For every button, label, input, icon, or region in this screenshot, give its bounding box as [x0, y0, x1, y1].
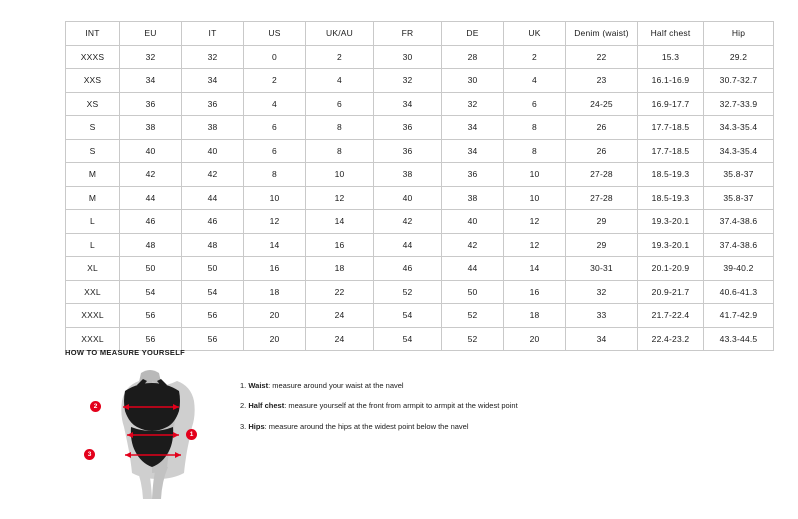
table-cell: 22.4-23.2	[638, 327, 704, 351]
table-cell: 12	[504, 233, 566, 257]
table-cell: 20	[244, 304, 306, 328]
table-cell: 2	[244, 69, 306, 93]
table-cell: 24	[306, 327, 374, 351]
table-cell: 36	[374, 116, 442, 140]
table-row	[66, 116, 774, 140]
table-cell: 29.2	[704, 45, 774, 69]
table-cell: 14	[504, 257, 566, 281]
table-cell: 52	[442, 327, 504, 351]
table-cell: 8	[306, 116, 374, 140]
table-cell: 33	[566, 304, 638, 328]
table-cell: 44	[182, 186, 244, 210]
table-cell: 18	[306, 257, 374, 281]
table-cell: 34.3-35.4	[704, 116, 774, 140]
table-cell: 10	[244, 186, 306, 210]
table-header-cell: US	[244, 22, 306, 46]
table-cell: 32.7-33.9	[704, 92, 774, 116]
table-cell: 32	[120, 45, 182, 69]
table-cell: 52	[374, 280, 442, 304]
table-row	[66, 233, 774, 257]
table-cell: 42	[182, 163, 244, 187]
table-cell: 34	[442, 116, 504, 140]
table-cell: 36	[120, 92, 182, 116]
table-cell: 2	[504, 45, 566, 69]
table-cell: 42	[374, 210, 442, 234]
table-cell: 32	[566, 280, 638, 304]
table-cell: 10	[306, 163, 374, 187]
table-cell: 54	[374, 304, 442, 328]
table-cell: 44	[442, 257, 504, 281]
table-cell: 12	[306, 186, 374, 210]
table-cell: 56	[120, 304, 182, 328]
table-cell: 18	[504, 304, 566, 328]
table-cell: 40.6-41.3	[704, 280, 774, 304]
table-cell: 54	[182, 280, 244, 304]
measure-step-text: : measure yourself at the front from armpit to armpit at the widest point	[284, 401, 518, 411]
measure-step	[240, 381, 518, 390]
table-cell: 46	[374, 257, 442, 281]
table-cell: 27-28	[566, 163, 638, 187]
table-cell: 22	[306, 280, 374, 304]
table-cell: 54	[120, 280, 182, 304]
table-cell: 16	[244, 257, 306, 281]
table-cell: 19.3-20.1	[638, 210, 704, 234]
table-cell: 18.5-19.3	[638, 163, 704, 187]
table-row	[66, 280, 774, 304]
table-cell: 6	[504, 92, 566, 116]
table-cell: 8	[306, 139, 374, 163]
table-cell: 30	[442, 69, 504, 93]
table-cell: 34	[182, 69, 244, 93]
table-cell: 16	[504, 280, 566, 304]
table-cell: 34	[566, 327, 638, 351]
table-cell: 34	[374, 92, 442, 116]
table-cell: XL	[66, 257, 120, 281]
table-header-cell: Hip	[704, 22, 774, 46]
table-cell: S	[66, 116, 120, 140]
table-cell: 41.7-42.9	[704, 304, 774, 328]
table-cell: 56	[182, 304, 244, 328]
table-cell: 8	[504, 139, 566, 163]
table-cell: XXL	[66, 280, 120, 304]
table-cell: 42	[120, 163, 182, 187]
table-cell: 56	[120, 327, 182, 351]
table-cell: 35.8-37	[704, 186, 774, 210]
table-header-cell: DE	[442, 22, 504, 46]
table-header-cell: Denim (waist)	[566, 22, 638, 46]
table-cell: 37.4-38.6	[704, 210, 774, 234]
how-to-measure-body	[65, 367, 733, 507]
measure-step	[240, 422, 518, 431]
measure-step-term: Half chest	[248, 401, 285, 411]
table-cell: 4	[244, 92, 306, 116]
table-cell: 16.1-16.9	[638, 69, 704, 93]
mannequin-figure	[87, 367, 210, 507]
table-cell: 21.7-22.4	[638, 304, 704, 328]
table-row	[66, 257, 774, 281]
table-header-cell: Half chest	[638, 22, 704, 46]
table-cell: 36	[182, 92, 244, 116]
table-header-cell: EU	[120, 22, 182, 46]
table-cell: 29	[566, 233, 638, 257]
size-chart-head	[66, 22, 774, 46]
table-cell: 0	[244, 45, 306, 69]
table-cell: 28	[442, 45, 504, 69]
table-cell: 43.3-44.5	[704, 327, 774, 351]
table-cell: XXS	[66, 69, 120, 93]
table-header-row	[66, 22, 774, 46]
table-cell: 40	[182, 139, 244, 163]
size-chart-table	[65, 21, 774, 351]
table-cell: 20.9-21.7	[638, 280, 704, 304]
table-cell: M	[66, 163, 120, 187]
table-cell: 19.3-20.1	[638, 233, 704, 257]
table-cell: L	[66, 233, 120, 257]
table-header-cell: IT	[182, 22, 244, 46]
table-cell: 27-28	[566, 186, 638, 210]
table-row	[66, 210, 774, 234]
table-cell: 18	[244, 280, 306, 304]
table-cell: 14	[244, 233, 306, 257]
table-cell: 12	[504, 210, 566, 234]
measure-step-term: Waist	[248, 381, 269, 390]
table-cell: 10	[504, 163, 566, 187]
table-cell: 30	[374, 45, 442, 69]
table-row	[66, 45, 774, 69]
table-cell: 52	[442, 304, 504, 328]
table-cell: 24	[306, 304, 374, 328]
table-cell: 12	[244, 210, 306, 234]
table-cell: 34	[120, 69, 182, 93]
measure-step	[240, 401, 518, 410]
table-row	[66, 327, 774, 351]
table-row	[66, 92, 774, 116]
table-cell: 46	[120, 210, 182, 234]
measure-step-number: 1.	[240, 381, 247, 390]
table-cell: 40	[442, 210, 504, 234]
table-cell: M	[66, 186, 120, 210]
measure-step-text: : measure around the hips at the widest point below the navel	[264, 421, 469, 431]
table-cell: 40	[120, 139, 182, 163]
table-cell: 50	[442, 280, 504, 304]
table-cell: 50	[120, 257, 182, 281]
table-cell: 8	[244, 163, 306, 187]
table-cell: 38	[182, 116, 244, 140]
table-cell: 37.4-38.6	[704, 233, 774, 257]
table-cell: 32	[442, 92, 504, 116]
table-cell: 32	[374, 69, 442, 93]
table-cell: 40	[374, 186, 442, 210]
table-cell: 6	[244, 116, 306, 140]
table-cell: 36	[374, 139, 442, 163]
table-cell: 48	[182, 233, 244, 257]
marker-2: 2	[90, 401, 101, 412]
table-row	[66, 304, 774, 328]
table-cell: 6	[244, 139, 306, 163]
table-cell: 44	[374, 233, 442, 257]
table-cell: 16	[306, 233, 374, 257]
table-cell: 32	[182, 45, 244, 69]
table-cell: XXXL	[66, 304, 120, 328]
table-cell: 29	[566, 210, 638, 234]
table-row	[66, 139, 774, 163]
table-row	[66, 186, 774, 210]
table-cell: 30-31	[566, 257, 638, 281]
table-cell: 4	[306, 69, 374, 93]
table-cell: 17.7-18.5	[638, 116, 704, 140]
table-cell: 38	[442, 186, 504, 210]
table-cell: 26	[566, 116, 638, 140]
how-to-measure-section	[65, 348, 733, 507]
table-cell: 14	[306, 210, 374, 234]
table-cell: S	[66, 139, 120, 163]
table-cell: 34.3-35.4	[704, 139, 774, 163]
table-cell: 54	[374, 327, 442, 351]
table-header-cell: FR	[374, 22, 442, 46]
table-cell: 30.7-32.7	[704, 69, 774, 93]
table-cell: 23	[566, 69, 638, 93]
table-cell: 16.9-17.7	[638, 92, 704, 116]
table-cell: 17.7-18.5	[638, 139, 704, 163]
table-cell: 48	[120, 233, 182, 257]
table-header-cell: UK/AU	[306, 22, 374, 46]
measure-steps-list	[240, 367, 518, 442]
size-chart-container	[65, 21, 758, 351]
table-cell: XXXL	[66, 327, 120, 351]
measure-step-term: Hips	[248, 421, 265, 431]
table-cell: 46	[182, 210, 244, 234]
marker-1: 1	[186, 429, 197, 440]
table-cell: 20	[244, 327, 306, 351]
table-cell: 8	[504, 116, 566, 140]
table-cell: XXXS	[66, 45, 120, 69]
table-cell: 15.3	[638, 45, 704, 69]
table-cell: 38	[120, 116, 182, 140]
table-cell: 56	[182, 327, 244, 351]
table-header-cell: INT	[66, 22, 120, 46]
size-chart-body	[66, 45, 774, 351]
table-row	[66, 163, 774, 187]
table-cell: 26	[566, 139, 638, 163]
table-cell: 10	[504, 186, 566, 210]
table-cell: L	[66, 210, 120, 234]
table-row	[66, 69, 774, 93]
measure-step-number: 2.	[240, 401, 247, 411]
table-cell: 50	[182, 257, 244, 281]
table-cell: 18.5-19.3	[638, 186, 704, 210]
table-cell: 2	[306, 45, 374, 69]
table-cell: 20.1-20.9	[638, 257, 704, 281]
table-header-cell: UK	[504, 22, 566, 46]
how-to-measure-title: HOW TO MEASURE YOURSELF	[65, 348, 185, 357]
measure-step-number: 3.	[240, 421, 247, 431]
table-cell: 38	[374, 163, 442, 187]
table-cell: 44	[120, 186, 182, 210]
table-cell: 4	[504, 69, 566, 93]
table-cell: 6	[306, 92, 374, 116]
table-cell: 22	[566, 45, 638, 69]
table-cell: 36	[442, 163, 504, 187]
table-cell: 42	[442, 233, 504, 257]
table-cell: 34	[442, 139, 504, 163]
measure-step-text: : measure around your waist at the navel	[268, 381, 404, 390]
marker-3: 3	[84, 449, 95, 460]
table-cell: 24-25	[566, 92, 638, 116]
table-cell: XS	[66, 92, 120, 116]
table-cell: 20	[504, 327, 566, 351]
table-cell: 39-40.2	[704, 257, 774, 281]
table-cell: 35.8-37	[704, 163, 774, 187]
